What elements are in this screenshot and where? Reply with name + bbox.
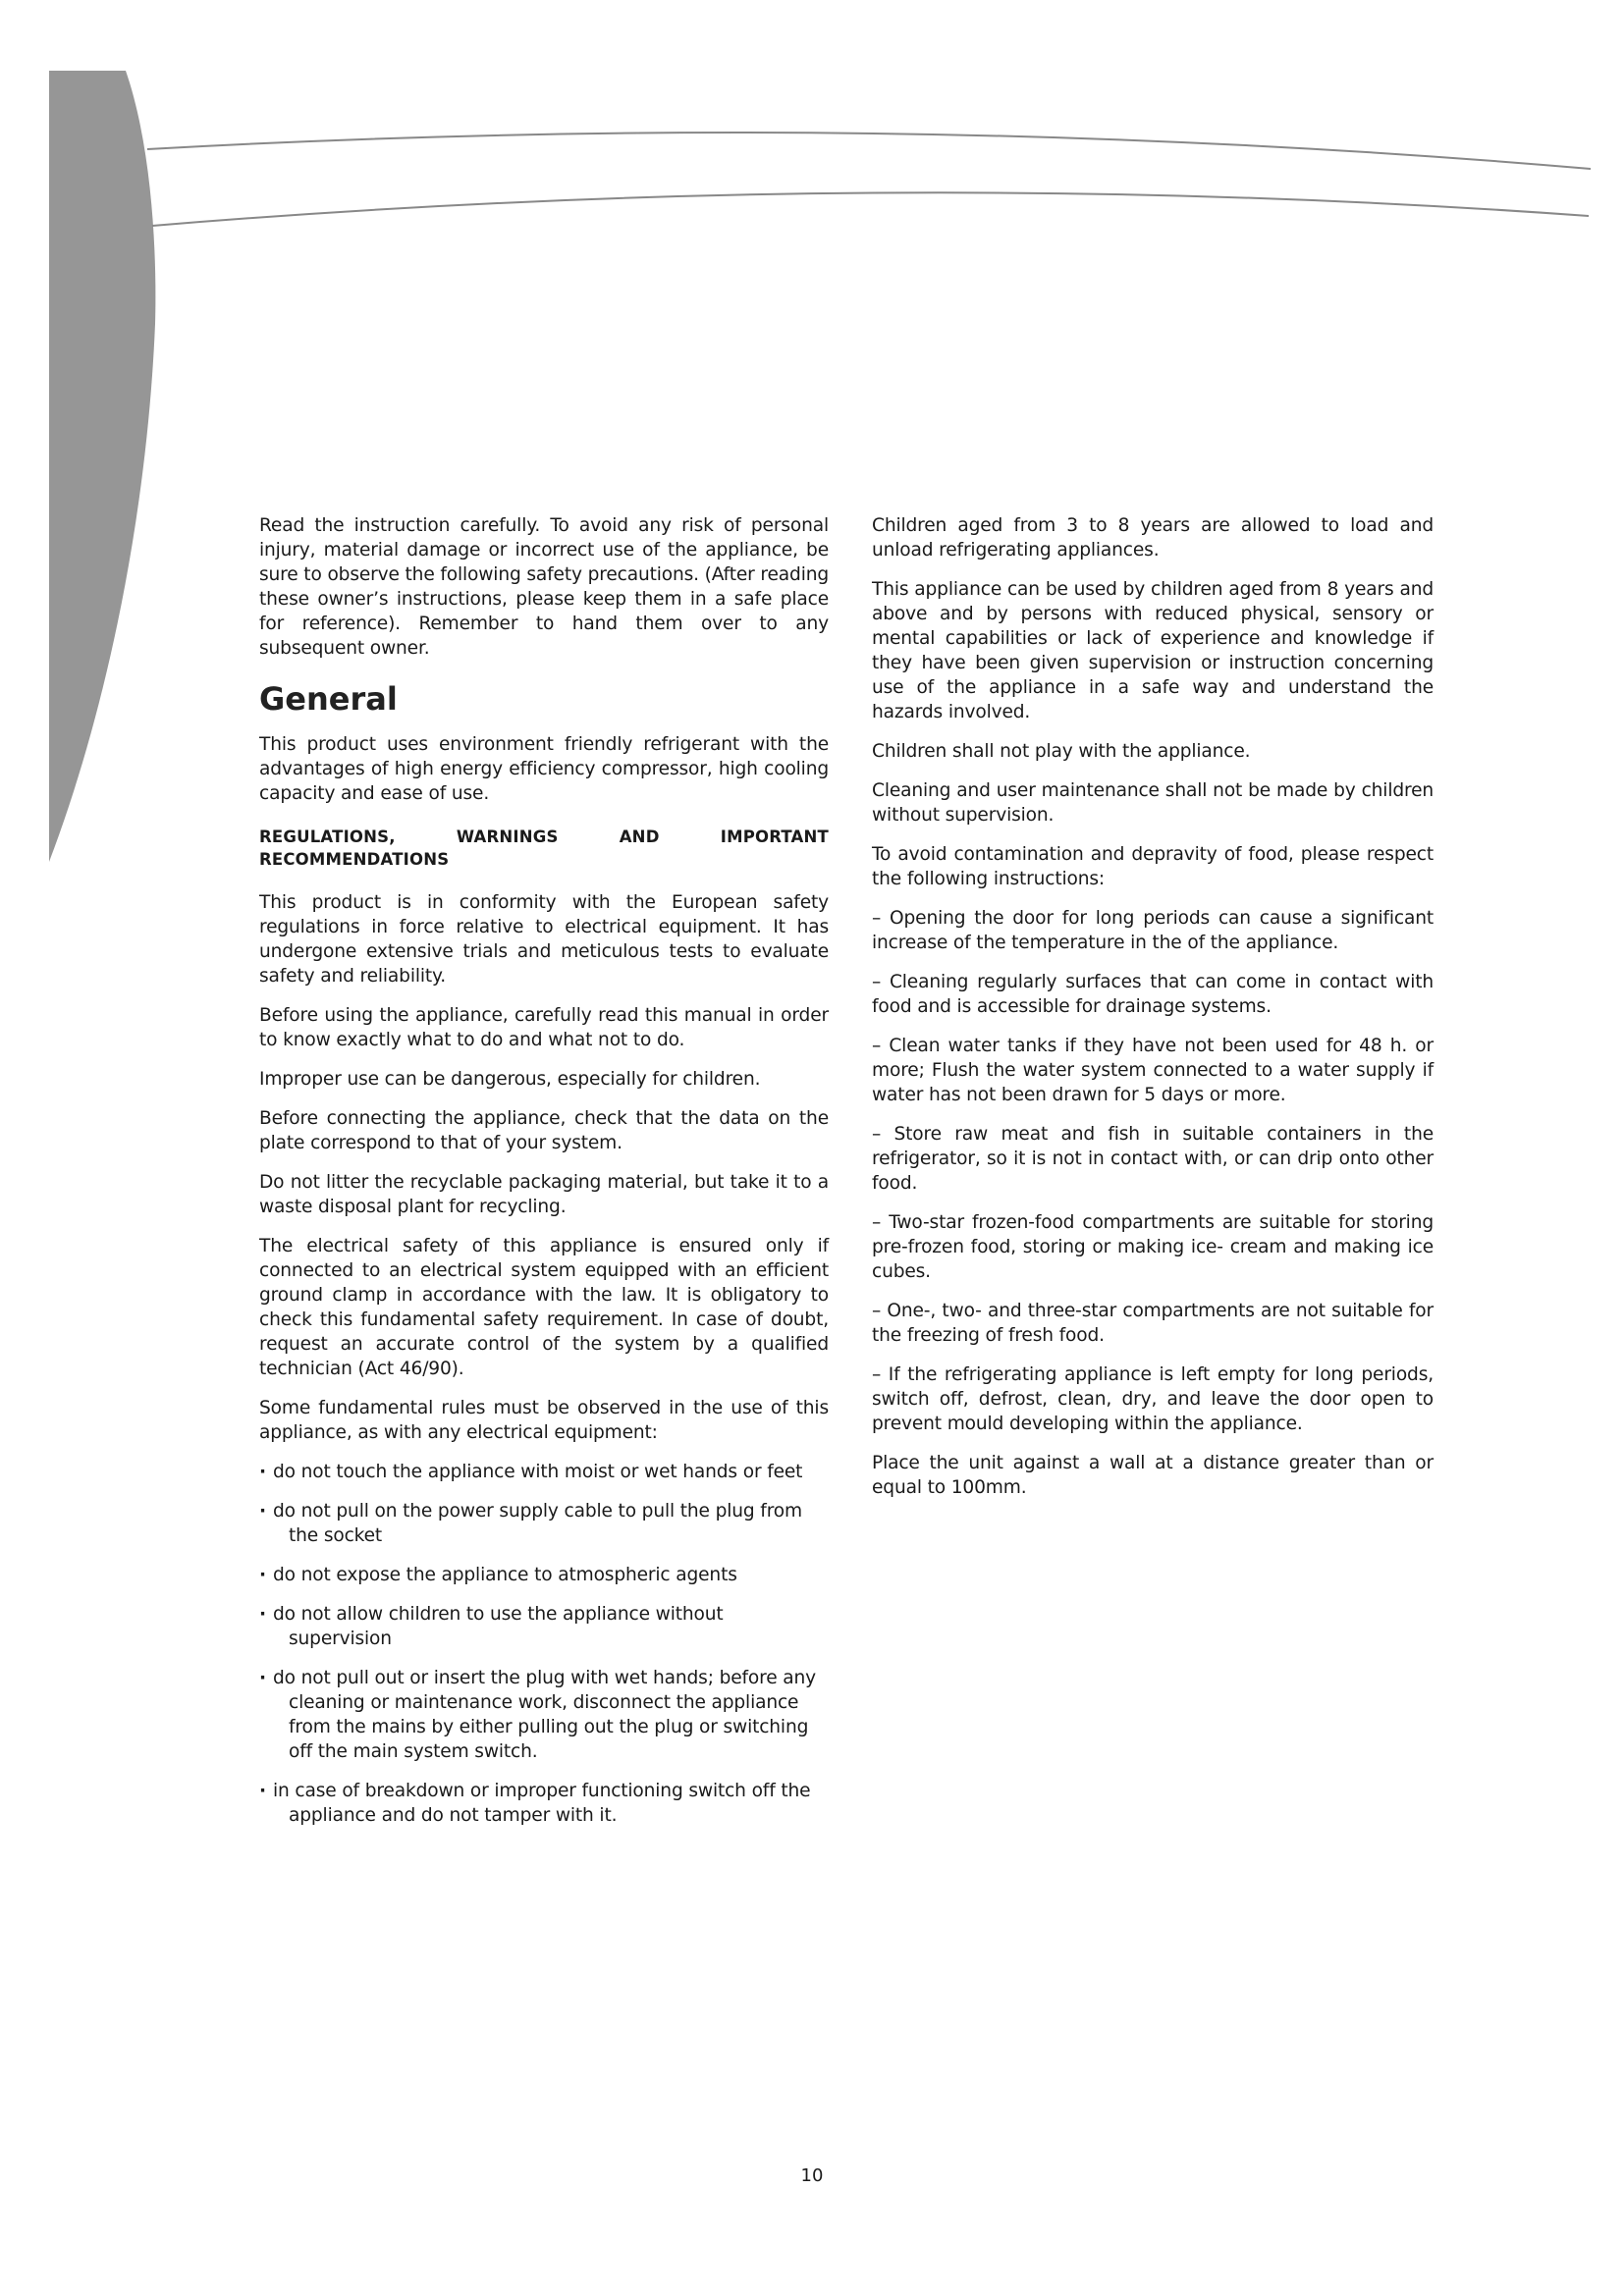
list-item: · in case of breakdown or improper functioning switch off the appliance and do not tamper with it. xyxy=(259,1779,829,1828)
right-column xyxy=(872,513,1434,1515)
paragraph: Some fundamental rules must be observed in the use of this appliance, as with any electrical equipment: xyxy=(259,1398,829,1443)
paragraph: Place the unit against a wall at a distance greater than or equal to 100mm. xyxy=(872,1453,1434,1498)
regulations-subheading: REGULATIONS, WARNINGS AND IMPORTANT RECOMMENDATIONS xyxy=(259,828,829,869)
list-item: · do not allow children to use the appliance without supervision xyxy=(259,1602,829,1651)
paragraph: Before using the appliance, carefully read this manual in order to know exactly what to do and what not to do. xyxy=(259,1005,829,1050)
paragraph: Do not litter the recyclable packaging material, but take it to a waste disposal plant for recycling. xyxy=(259,1172,829,1217)
paragraph: This product is in conformity with the European safety regulations in force relative to electrical equipment. It has undergone extensive trials and meticulous tests to evaluate safety and reliability. xyxy=(259,892,829,987)
intro-paragraph: Read the instruction carefully. To avoid any risk of personal injury, material damage or incorrect use of the appliance, be sure to observe the following safety precautions. (After reading these owner’s instructions, please keep them in a safe place for reference). Remember to hand them over to any subsequent owner. xyxy=(259,515,829,659)
paragraph: – Store raw meat and fish in suitable containers in the refrigerator, so it is not in contact with, or can drip onto other food. xyxy=(872,1124,1434,1194)
page-number: 10 xyxy=(800,2165,824,2186)
paragraph: Before connecting the appliance, check that the data on the plate correspond to that of your system. xyxy=(259,1108,829,1153)
paragraph: The electrical safety of this appliance is ensured only if connected to an electrical system equipped with an efficient ground clamp in accordance with the law. It is obligatory to check this fundamental safety requirement. In case of doubt, request an accurate control of the system by a qualified technician (Act 46/90). xyxy=(259,1236,829,1379)
decor-curve-lower xyxy=(152,192,1589,226)
section-heading-general: General xyxy=(259,680,398,718)
paragraph: Children shall not play with the appliance. xyxy=(872,741,1251,762)
left-column xyxy=(259,513,829,1842)
paragraph: Improper use can be dangerous, especially for children. xyxy=(259,1069,761,1090)
paragraph: – Clean water tanks if they have not been used for 48 h. or more; Flush the water system connected to a water supply if water has not been drawn for 5 days or more. xyxy=(872,1036,1434,1105)
gray-swoosh-shape xyxy=(49,71,155,862)
paragraph: – Cleaning regularly surfaces that can come in contact with food and is accessible for drainage systems. xyxy=(872,972,1434,1017)
list-item: · do not pull out or insert the plug with wet hands; before any cleaning or maintenance work, disconnect the appliance from the mains by either pulling out the plug or switching off the main system switch. xyxy=(259,1666,829,1764)
general-paragraph: This product uses environment friendly refrigerant with the advantages of high energy efficiency compressor, high cooling capacity and ease of use. xyxy=(259,734,829,804)
paragraph: – Two-star frozen-food compartments are suitable for storing pre-frozen food, storing or making ice- cream and making ice cubes. xyxy=(872,1212,1434,1282)
list-item: · do not pull on the power supply cable to pull the plug from the socket xyxy=(259,1499,829,1548)
paragraph: This appliance can be used by children aged from 8 years and above and by persons with reduced physical, sensory or mental capabilities or lack of experience and knowledge if they have been given supervision or instruction concerning use of the appliance in a safe way and understand the hazards involved. xyxy=(872,579,1434,722)
decor-curve-upper xyxy=(147,133,1591,169)
paragraph: – One-, two- and three-star compartments are not suitable for the freezing of fresh food. xyxy=(872,1301,1434,1346)
paragraph: – If the refrigerating appliance is left empty for long periods, switch off, defrost, clean, dry, and leave the door open to prevent mould developing within the appliance. xyxy=(872,1364,1434,1434)
paragraph: To avoid contamination and depravity of food, please respect the following instructions: xyxy=(872,844,1434,889)
safety-rules-list xyxy=(259,1460,829,1828)
list-item: · do not touch the appliance with moist or wet hands or feet xyxy=(259,1460,829,1484)
paragraph: – Opening the door for long periods can cause a significant increase of the temperature in the of the appliance. xyxy=(872,908,1434,953)
paragraph: Children aged from 3 to 8 years are allowed to load and unload refrigerating appliances. xyxy=(872,515,1434,561)
list-item: · do not expose the appliance to atmospheric agents xyxy=(259,1563,829,1587)
paragraph: Cleaning and user maintenance shall not be made by children without supervision. xyxy=(872,780,1434,826)
